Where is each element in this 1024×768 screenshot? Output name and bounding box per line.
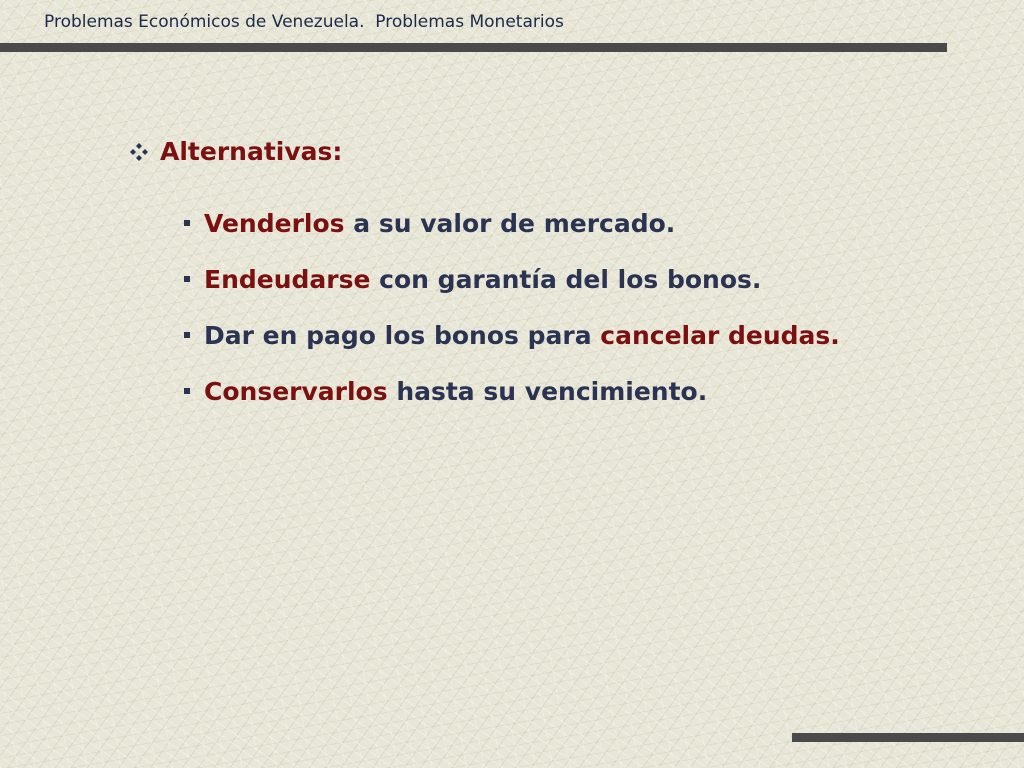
list-item — [182, 251, 840, 307]
list-item-text — [204, 265, 761, 294]
list-item-text — [204, 209, 675, 238]
footer-divider — [792, 733, 1024, 742]
text-run: Conservarlos — [204, 376, 388, 406]
text-run: Dar en pago los bonos para — [204, 320, 601, 350]
square-bullet-icon — [184, 220, 190, 226]
list-item — [182, 307, 840, 363]
list-item — [182, 363, 840, 419]
text-run: hasta su vencimiento. — [387, 376, 708, 406]
text-run: a su valor de mercado. — [344, 208, 676, 238]
list-item-text — [204, 377, 707, 406]
main-bullet-label: Alternativas: — [160, 137, 343, 166]
alternatives-list — [182, 195, 840, 419]
slide-header-title: Problemas Económicos de Venezuela. Problemas Monetarios — [44, 12, 564, 32]
list-item — [182, 195, 840, 251]
main-bullet — [130, 137, 342, 166]
text-run: Venderlos — [204, 208, 345, 238]
text-run: cancelar deudas. — [600, 320, 840, 350]
square-bullet-icon — [184, 276, 190, 282]
square-bullet-icon — [184, 332, 190, 338]
text-run: Endeudarse — [204, 264, 371, 294]
four-diamond-icon — [130, 143, 148, 161]
list-item-text — [204, 321, 840, 350]
square-bullet-icon — [184, 388, 190, 394]
text-run: con garantía del los bonos. — [370, 264, 762, 294]
